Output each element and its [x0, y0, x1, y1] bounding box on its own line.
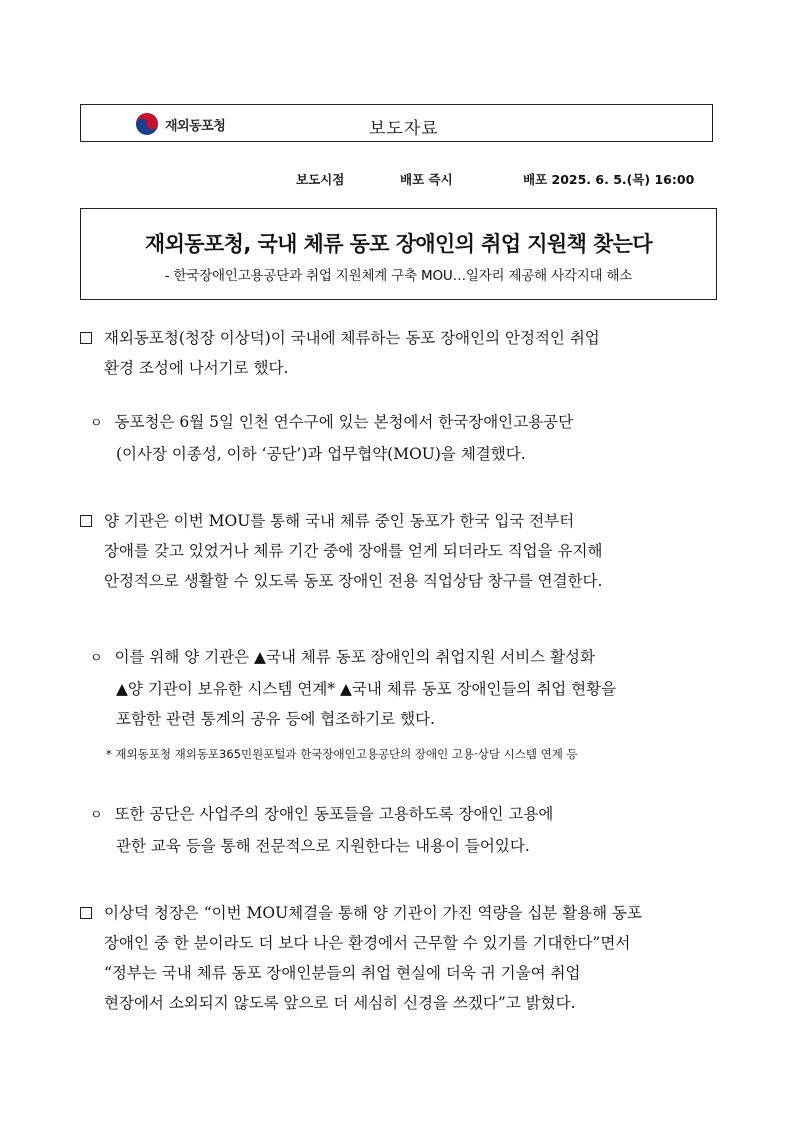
- org-logo: [135, 112, 225, 136]
- square-bullet-icon: [80, 515, 92, 527]
- circle-bullet-icon: ㅇ: [90, 808, 103, 823]
- circle-bullet-icon: ㅇ: [90, 416, 103, 431]
- paragraph-2-sub-2: ㅇ 또한 공단은 사업주의 장애인 동포들을 고용하도록 장애인 고용에 관한 교육 등을 통해 전문적으로 지원한다는 내용이 들어있다.: [90, 799, 716, 861]
- paragraph-1-sub: ㅇ 동포청은 6월 5일 인천 연수구에 있는 본청에서 한국장애인고용공단 (이사장 이종성, 이하 ‘공단’)과 업무협약(MOU)을 체결했다.: [90, 407, 716, 469]
- square-bullet-icon: [80, 907, 92, 919]
- paragraph-2: 양 기관은 이번 MOU를 통해 국내 체류 중인 동포가 한국 입국 전부터 장애를 갖고 있었거나 체류 기간 중에 장애를 얻게 되더라도 직업을 유지해 안정적으로 생활할 수 있도록 동포 장애인 전용 직업상담 창구를 연결한다.: [80, 506, 716, 596]
- release-time: 배포 즉시: [400, 172, 453, 187]
- paragraph-3: 이상덕 청장은 “이번 MOU체결을 통해 양 기관이 가진 역량을 십분 활용해 동포 장애인 중 한 분이라도 더 보다 나은 환경에서 근무할 수 있기를 기대한다”면서 “정부는 국내 체류 동포 장애인분들의 취업 현실에 더욱 귀 기울여 취업 현장에서 소외되지 않도록 앞으로 더 세심히 신경을 쓰겠다”고 밝혔다.: [80, 898, 716, 1018]
- taegeuk-emblem-icon: [135, 112, 159, 136]
- headline-box: [80, 208, 717, 300]
- square-bullet-icon: [80, 332, 92, 344]
- circle-bullet-icon: ㅇ: [90, 651, 103, 666]
- headline-subtitle: - 한국장애인고용공단과 취업 지원체계 구축 MOU…일자리 제공해 사각지대 해소: [164, 268, 633, 284]
- org-name: 재외동포청: [165, 118, 226, 134]
- doc-type-label: 보도자료: [369, 119, 439, 139]
- paragraph-2-sub-1: ㅇ 이를 위해 양 기관은 ▲국내 체류 동포 장애인의 취업지원 서비스 활성화 ▲양 기관이 보유한 시스템 연계* ▲국내 체류 동포 장애인들의 취업 현황을 포함한 관련 통계의 공유 등에 협조하기로 했다.: [90, 642, 716, 734]
- header-box: [80, 104, 713, 142]
- distribution-date: 배포 2025. 6. 5.(목) 16:00: [523, 172, 695, 187]
- paragraph-1: 재외동포청(청장 이상덕)이 국내에 체류하는 동포 장애인의 안정적인 취업 환경 조성에 나서기로 했다.: [80, 323, 716, 383]
- headline-title: 재외동포청, 국내 체류 동포 장애인의 취업 지원책 찾는다: [144, 232, 653, 256]
- release-label: 보도시점: [296, 172, 345, 187]
- footnote: * 재외동포청 재외동포365민원포털과 한국장애인고용공단의 장애인 고용·상담 시스템 연계 등: [106, 747, 578, 761]
